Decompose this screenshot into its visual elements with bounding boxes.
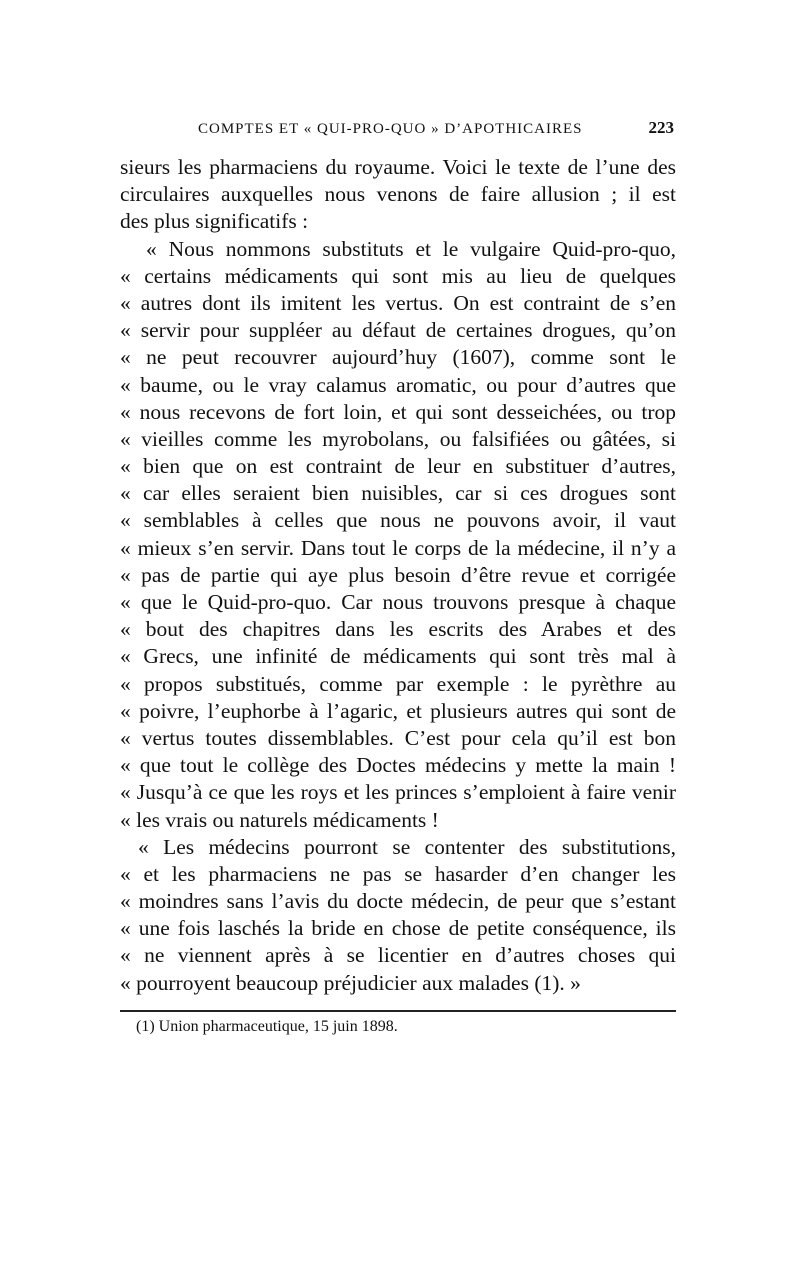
text-line: « nous recevons de fort loin, et qui sont desseichées, ou trop [120,399,676,424]
text-line: circulaires auxquelles nous venons de faire allusion ; il est [120,182,676,207]
text-line: « propos substitués, comme par exemple : le pyrèthre au [120,671,676,696]
text-line: « ne viennent après à se licentier en d’autres choses qui [120,943,676,968]
running-title: COMPTES ET « QUI-PRO-QUO » D’APOTHICAIRES [198,121,583,137]
text-line: sieurs les pharmaciens du royaume. Voici le texte de l’une des [120,155,676,179]
text-line: « bout des chapitres dans les escrits des Arabes et des [120,617,676,642]
text-line: « pourroyent beaucoup préjudicier aux malades (1). » [120,970,581,995]
text-line: « vieilles comme les myrobolans, ou falsifiées ou gâtées, si [120,426,676,451]
text-line: « moindres sans l’avis du docte médecin, de peur que s’estant [120,889,676,914]
text-line: « baume, ou le vray calamus aromatic, ou pour d’autres que [120,372,676,397]
text-line: « mieux s’en servir. Dans tout le corps de la médecine, il n’y a [120,535,676,560]
footnote-rule [120,1010,676,1012]
text-line: « une fois laschés la bride en chose de petite conséquence, ils [120,916,676,941]
text-line: « bien que on est contraint de leur en substituer d’autres, [120,454,676,479]
text-line: « servir pour suppléer au défaut de certaines drogues, qu’on [120,318,676,343]
text-line: « car elles seraient bien nuisibles, car si ces drogues sont [120,481,676,506]
running-header [198,118,674,142]
footnote: (1) Union pharmaceutique, 15 juin 1898. [136,1018,398,1035]
text-line: « que tout le collège des Doctes médecins y mette la main ! [120,753,676,778]
text-line: « semblables à celles que nous ne pouvons avoir, il vaut [120,508,676,533]
text-line: « autres dont ils imitent les vertus. On est contraint de s’en [120,290,676,315]
text-line: « et les pharmaciens ne pas se hasarder d’en changer les [120,861,676,886]
text-line: « vertus toutes dissemblables. C’est pour cela qu’il est bon [120,725,676,750]
text-line: « Jusqu’à ce que les roys et les princes s’emploient à faire venir [120,780,676,805]
text-line: « pas de partie qui aye plus besoin d’être revue et corrigée [120,562,676,587]
text-line: « Les médecins pourront se contenter des substitutions, [138,834,676,859]
text-line: « ne peut recouvrer aujourd’huy (1607), comme sont le [120,345,676,370]
text-line: des plus significatifs : [120,209,309,234]
text-line: « les vrais ou naturels médicaments ! [120,807,439,832]
text-line: « Grecs, une infinité de médicaments qui sont très mal à [120,644,676,669]
page-number: 223 [648,118,674,137]
text-line: « certains médicaments qui sont mis au lieu de quelques [120,263,676,288]
text-line: « poivre, l’euphorbe à l’agaric, et plusieurs autres qui sont de [120,698,676,723]
text-line: « que le Quid-pro-quo. Car nous trouvons presque à chaque [120,590,676,614]
text-line: « Nous nommons substituts et le vulgaire Quid-pro-quo, [146,236,676,261]
body-text [120,154,676,997]
